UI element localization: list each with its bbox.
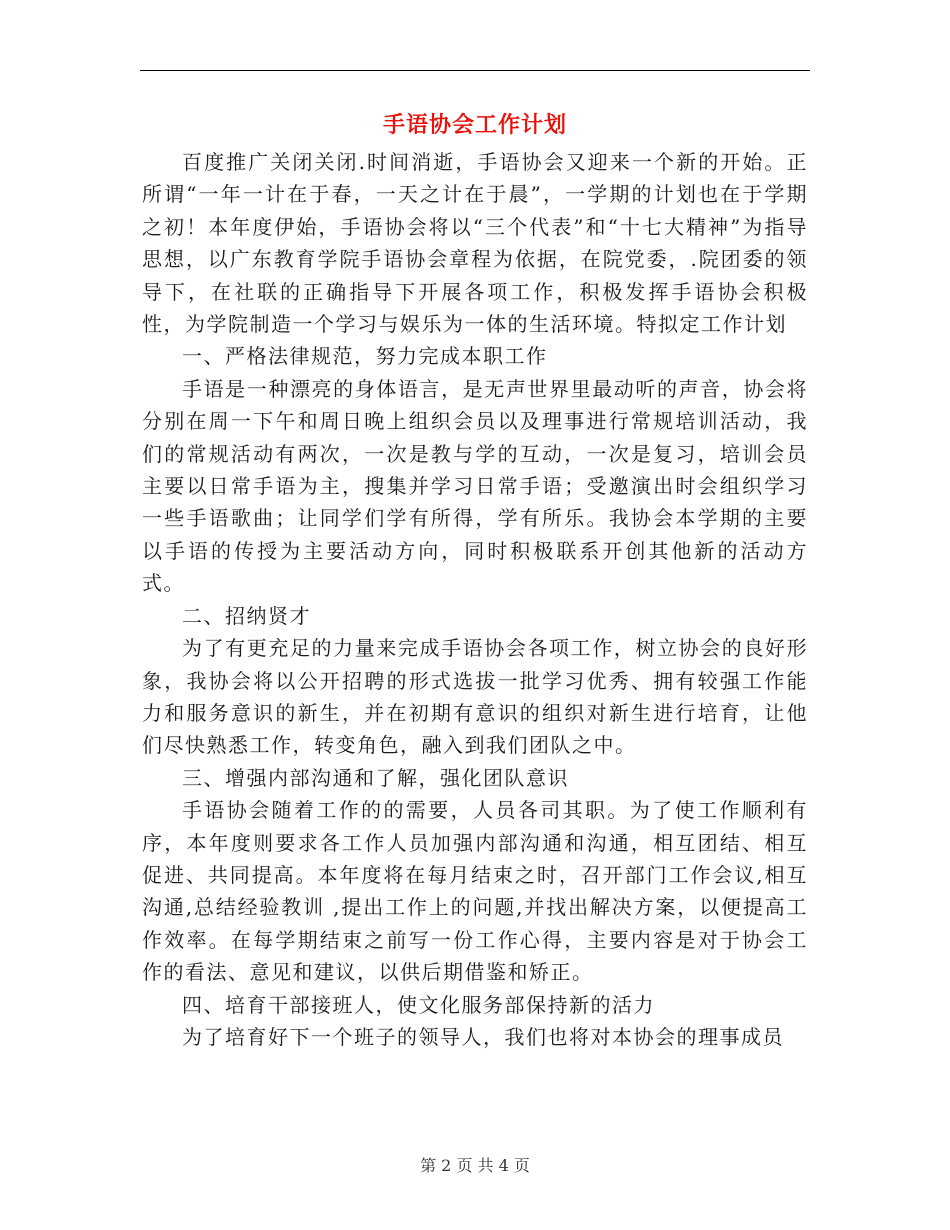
section-heading-1: 一、严格法律规范，努力完成本职工作 [182, 344, 548, 369]
section-heading-3: 三、增强内部沟通和了解，强化团队意识 [182, 765, 569, 790]
section-paragraph-4: 为了培育好下一个班子的领导人，我们也将对本协会的理事成员 [182, 1024, 784, 1049]
section-paragraph-2: 为了有更充足的力量来完成手语协会各项工作，树立协会的良好形象，我协会将以公开招聘的形式选拔一批学习优秀、拥有较强工作能力和服务意识的新生，并在初期有意识的组织对新生进行培育，让他们尽快熟悉工作，转变角色，融入到我们团队之中。 [142, 636, 808, 758]
section-heading-2: 二、招纳贤才 [182, 603, 311, 628]
section-heading-4: 四、培育干部接班人，使文化服务部保持新的活力 [182, 992, 655, 1017]
document-body [142, 146, 808, 1053]
section-paragraph-3: 手语协会随着工作的的需要，人员各司其职。为了使工作顺利有序，本年度则要求各工作人员加强内部沟通和沟通，相互团结、相互促进、共同提高。本年度将在每月结束之时，召开部门工作会议,相互沟通,总结经验教训 ,提出工作上的问题,并找出解决方案，以便提高工作效率。在每学期结束之前写一份工作心得，主要内容是对于协会工作的看法、意见和建议，以供后期借鉴和矫正。 [142, 798, 808, 985]
section-paragraph-1: 手语是一种漂亮的身体语言，是无声世界里最动听的声音，协会将分别在周一下午和周日晚上组织会员以及理事进行常规培训活动，我们的常规活动有两次，一次是教与学的互动，一次是复习，培训会员主要以日常手语为主，搜集并学习日常手语；受邀演出时会组织学习一些手语歌曲；让同学们学有所得，学有所乐。我协会本学期的主要以手语的传授为主要活动方向，同时积极联系开创其他新的活动方式。 [142, 376, 808, 596]
header-rule [140, 70, 810, 71]
document-title: 手语协会工作计划 [382, 112, 567, 138]
page-number-footer: 第 2 页 共 4 页 [420, 1156, 530, 1175]
intro-paragraph: 百度推广关闭关闭.时间消逝，手语协会又迎来一个新的开始。正所谓“一年一计在于春，一天之计在于晨”，一学期的计划也在于学期之初！本年度伊始，手语协会将以“三个代表”和“十七大精神”为指导思想，以广东教育学院手语协会章程为依据，在院党委，.院团委的领导下，在社联的正确指导下开展各项工作，积极发挥手语协会积极性，为学院制造一个学习与娱乐为一体的生活环境。特拟定工作计划 [142, 150, 808, 337]
